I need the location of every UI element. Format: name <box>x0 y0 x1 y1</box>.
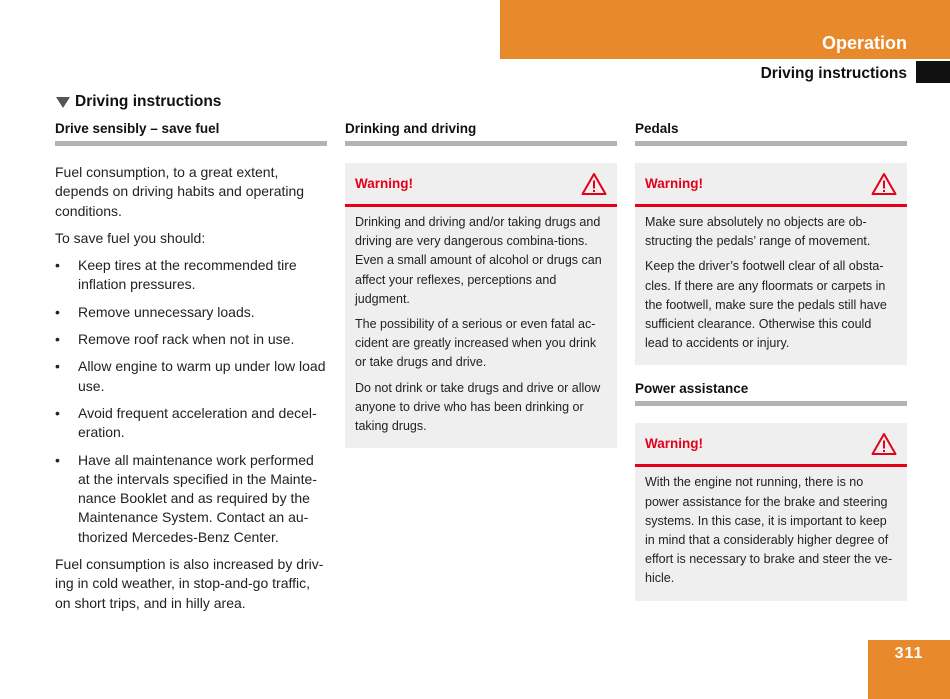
list-item <box>55 330 327 349</box>
warning-header <box>635 423 907 467</box>
bullet-icon: • <box>55 303 60 320</box>
paragraph-lead: To save fuel you should: <box>55 229 206 246</box>
paragraph-intro: Fuel consumption, to a great extent, depends on driving habits and operating conditions. <box>55 164 305 219</box>
list-item-text: Keep tires at the recommended tire inflation pressures. <box>78 257 297 293</box>
list-item-text: Remove roof rack when not in use. <box>78 331 295 348</box>
warning-label: Warning! <box>645 176 703 191</box>
list-item-text: Avoid frequent acceleration and decel-eration. <box>78 404 317 441</box>
list-item <box>55 357 327 396</box>
warning-triangle-icon <box>871 172 897 196</box>
column-heading-drinking: Drinking and driving <box>345 121 617 146</box>
warning-label: Warning! <box>355 176 413 191</box>
section-heading <box>56 93 221 111</box>
warning-paragraph: Drinking and driving and/or taking drugs and driving are very dangerous combina-tions. Even a small amount of alcohol or drugs can affect your reflexes, perceptions and judgment. <box>355 215 602 306</box>
warning-body <box>635 207 907 365</box>
warning-body <box>345 207 617 448</box>
list-item <box>55 404 327 443</box>
column-heading-fuel: Drive sensibly – save fuel <box>55 121 327 146</box>
list-item-text: Remove unnecessary loads. <box>78 303 255 320</box>
page-number-band <box>868 640 950 699</box>
column-heading-power-assistance: Power assistance <box>635 381 907 406</box>
warning-paragraph: With the engine not running, there is no power assistance for the brake and steering systems. In this case, it is important to keep in mind that a considerably higher degree of effort is necessary to brake and steer the ve-hicle. <box>645 475 893 586</box>
warning-box-pedals <box>635 163 907 365</box>
warning-paragraph: The possibility of a serious or even fatal ac-cident are greatly increased when you drink or take drugs and drive. <box>355 317 597 370</box>
bullet-icon: • <box>55 451 60 468</box>
bullet-icon: • <box>55 331 60 348</box>
list-item <box>55 303 327 322</box>
section-heading-text: Driving instructions <box>75 93 222 110</box>
section-subtitle: Driving instructions <box>760 65 907 82</box>
chapter-title: Operation <box>821 33 907 53</box>
warning-triangle-icon <box>871 432 897 456</box>
thumb-tab-marker <box>916 61 950 83</box>
list-item-text: Have all maintenance work performed at the intervals specified in the Mainte-nance Booklet and as required by the Maintenance System. Contact an au-thorized Mercedes-Benz Center. <box>78 451 317 545</box>
warning-box-drinking <box>345 163 617 448</box>
page-number: 311 <box>894 645 924 662</box>
triangle-down-icon <box>56 97 70 108</box>
warning-paragraph: Make sure absolutely no objects are ob-structing the pedals’ range of movement. <box>645 215 871 249</box>
column-fuel <box>55 121 327 621</box>
warning-paragraph: Keep the driver’s footwell clear of all obsta-cles. If there are any floormats or carpets in the footwell, make sure the pedals still have sufficient clearance. Otherwise this could lead to accidents or injury. <box>645 259 887 351</box>
bullet-icon: • <box>55 404 60 421</box>
bullet-icon: • <box>55 358 60 375</box>
paragraph-closing: Fuel consumption is also increased by driv-ing in cold weather, in stop-and-go traffic, on short trips, and in hilly area. <box>55 556 324 611</box>
column-heading-pedals: Pedals <box>635 121 907 146</box>
bullet-icon: • <box>55 257 60 274</box>
column-drinking <box>345 121 617 464</box>
warning-header <box>345 163 617 207</box>
warning-box-power-assistance <box>635 423 907 600</box>
list-item-text: Allow engine to warm up under low load use. <box>78 358 326 394</box>
warning-label: Warning! <box>645 436 703 452</box>
warning-header <box>635 163 907 207</box>
warning-paragraph: Do not drink or take drugs and drive or allow anyone to drive who has been drinking or taking drugs. <box>355 380 601 434</box>
warning-body <box>635 467 907 600</box>
column-pedals <box>635 121 907 617</box>
list-item <box>55 256 327 295</box>
list-item <box>55 451 327 547</box>
warning-triangle-icon <box>581 172 607 196</box>
fuel-tips-list <box>55 256 327 547</box>
